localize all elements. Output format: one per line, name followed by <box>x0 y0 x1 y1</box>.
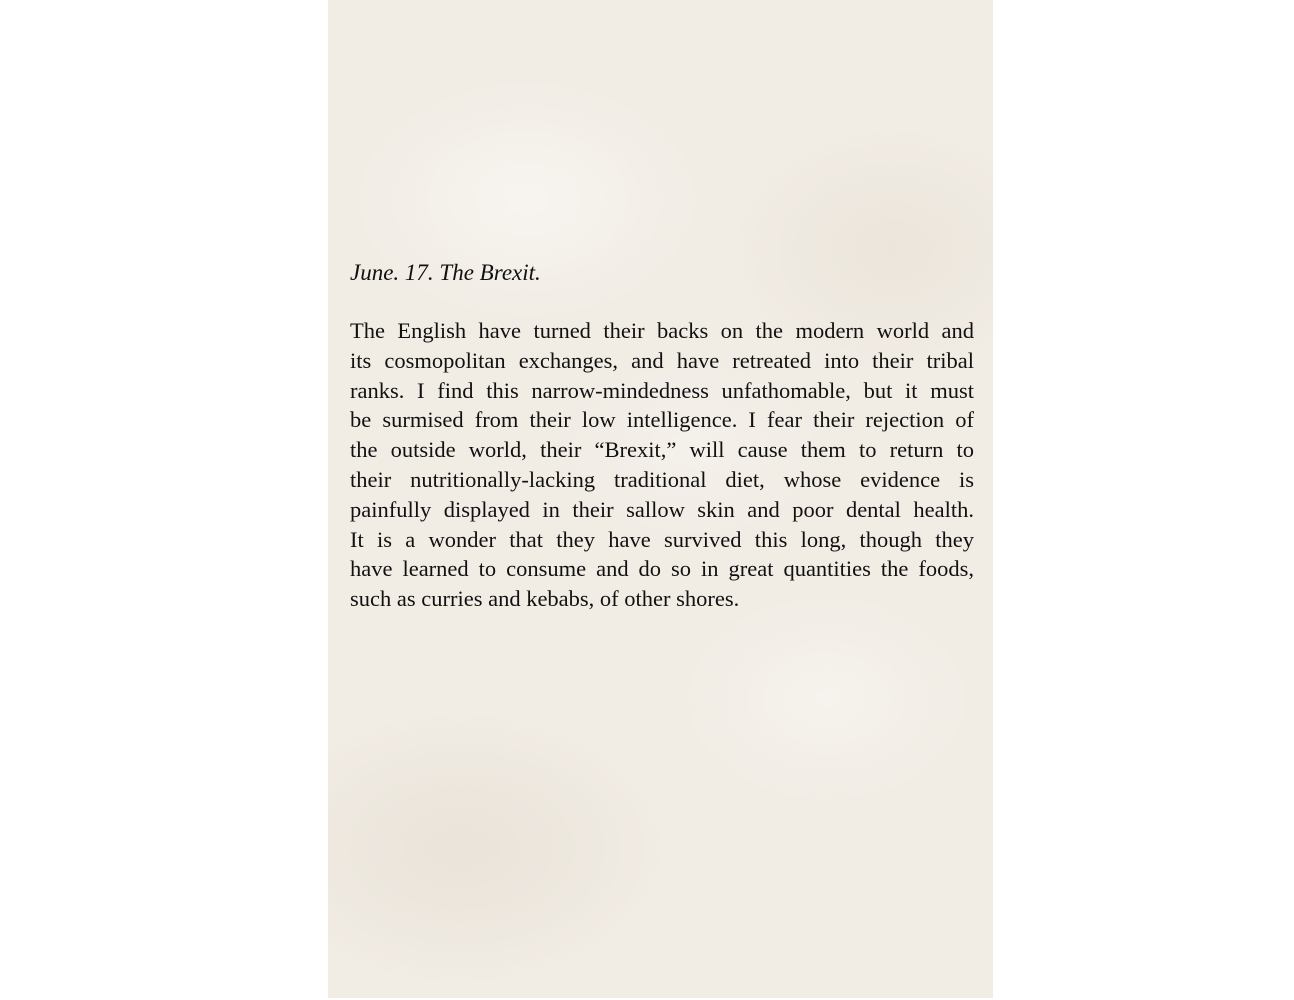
body-line: their nutritionally-lacking traditional diet, whose evidence is <box>350 466 974 492</box>
parchment-page <box>328 0 993 998</box>
body-line: such as curries and kebabs, of other shores. <box>350 586 740 612</box>
entry-body <box>350 316 974 614</box>
body-line: the outside world, their “Brexit,” will cause them to return to <box>350 437 974 463</box>
entry-title: June. 17. The Brexit. <box>350 260 541 285</box>
body-line: ranks. I find this narrow-mindedness unfathomable, but it must <box>350 377 974 403</box>
body-line: be surmised from their low intelligence. I fear their rejection of <box>350 407 974 433</box>
body-line: It is a wonder that they have survived this long, though they <box>350 526 974 552</box>
body-line: The English have turned their backs on the modern world and <box>350 318 974 343</box>
body-line: have learned to consume and do so in great quantities the foods, <box>350 556 974 582</box>
body-line: its cosmopolitan exchanges, and have retreated into their tribal <box>350 347 974 373</box>
body-line: painfully displayed in their sallow skin and poor dental health. <box>350 496 974 522</box>
